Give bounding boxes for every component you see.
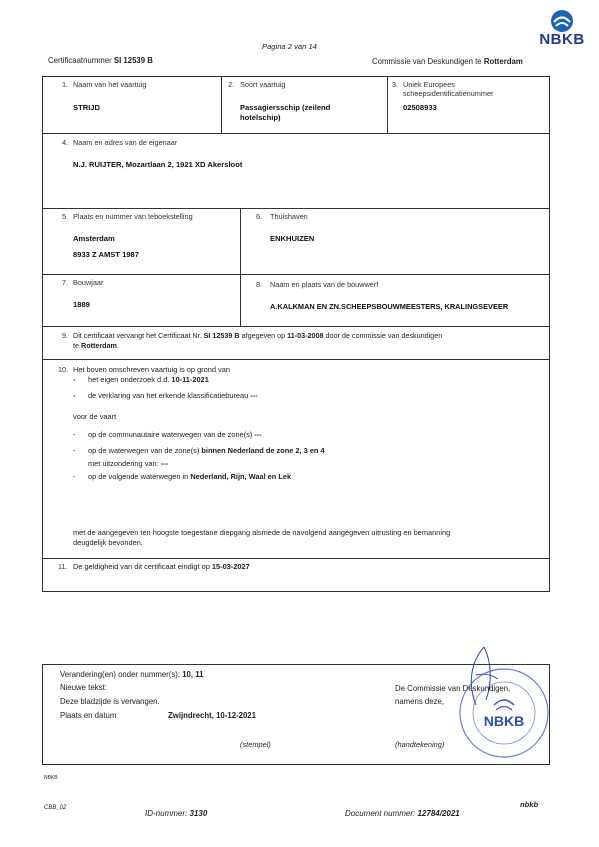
section8-label: Naam en plaats van de bouwwerf [270,280,379,289]
classification-text: de verklaring van het erkende klassificatiebureau [88,391,249,400]
vessel-type-line1: Passagiersschip (zeilend [240,103,331,112]
owner-name-address: N.J. RUIJTER, Mozartlaan 2, 1921 XD Akersloot [73,160,243,169]
section4-number: 4. [62,138,69,147]
registration-place: Amsterdam [73,234,115,243]
document-number [345,809,460,818]
section6-number: 6. [256,212,263,221]
waterway-2-text: op de waterwegen van de zone(s) [88,446,200,455]
official-stamp [456,665,552,761]
document-number-value: 12784/2021 [417,809,460,818]
footer-small-code: NBKB [44,775,58,781]
waterway-item-2 [88,446,325,455]
section10-closing-line1: met de aangegeven ten hoogste toegestane diepgang alsmede de navolgend aangegeven uitrusting en bemanning [73,528,451,537]
commission-header [372,57,523,66]
certificate-value: SI 12539 B [113,56,153,65]
nbkb-logo-text: NBKB [539,31,585,48]
page-replaced-note: Deze bladzijde is vervangen. [60,697,160,706]
certificate-number [48,56,153,65]
section9-text-b: afgegeven op [241,331,286,340]
european-vessel-number: 02508933 [403,103,437,112]
section2-number: 2. [228,80,235,89]
place-date-label: Plaats en datum [60,711,117,720]
waterway-1-text: op de communautaire waterwegen van de zone(s) [88,430,253,439]
dash-1: - [73,375,76,384]
classification-value: --- [250,391,258,400]
validity-date: 15-03-2027 [211,562,250,571]
waterway-1-value: --- [254,430,262,439]
section9-line1 [73,331,442,340]
dash-5: - [73,472,76,481]
home-port: ENKHUIZEN [270,234,315,243]
commission-city: Rotterdam [483,57,523,66]
section1-number: 1. [62,80,69,89]
waterway-2-value: binnen Nederland de zone 2, 3 en 4 [201,446,325,455]
section9-line2-b: . [116,341,119,350]
changes-numbers: 10, 11 [182,670,204,679]
validity-text: De geldigheid van dit certificaat eindigt op [73,562,210,571]
id-number [145,809,207,818]
section10-number: 10. [58,365,69,374]
vessel-name: STRIJD [73,103,101,112]
section10-intro: Het boven omschreven vaartuig is op grond van [73,365,230,374]
section3-label-line1: Uniek Europees [403,80,455,89]
waterway-2-exception [88,459,168,468]
stamp-label: (stempel) [240,740,271,749]
validity-line [73,562,250,571]
commission-label: Commissie van Deskundigen te [372,57,482,66]
build-year: 1889 [73,300,90,309]
section9-cert: SI 12539 B [203,331,240,340]
id-number-label: ID-nummer: [145,809,188,818]
section5-label: Plaats en nummer van teboekstelling [73,212,193,221]
section3-label-line2: scheepsidentificatienummer [403,89,494,98]
inspection-text: het eigen onderzoek d.d. [88,375,170,384]
waterway-item-3 [88,472,291,481]
section6-label: Thuishaven [270,212,308,221]
section3-number: 3. [392,80,399,89]
dash-2: - [73,391,76,400]
exception-text: met uitzondering van: [88,459,159,468]
section1-label: Naam van het vaartuig [73,80,147,89]
form-code: CBB_02 [44,805,67,811]
page-number: Pagina 2 van 14 [262,42,317,51]
inspection-item [88,375,209,384]
section9-number: 9. [62,331,69,340]
section7-number: 7. [62,278,69,287]
section9-line2-a: te [73,341,79,350]
waterway-3-value: Nederland, Rijn, Waal en Lek [190,472,292,481]
signature-label: (handtekening) [395,740,445,749]
waterway-item-1 [88,430,262,439]
commission-signoff-line1: De Commissie van Deskundigen, [395,684,511,693]
document-number-label: Document nummer: [345,809,416,818]
section9-date: 11-03-2008 [287,331,324,340]
section10-closing-line2: deugdelijk bevonden. [73,538,143,547]
nbkb-logo [536,8,588,54]
dash-3: - [73,430,76,439]
exception-value: --- [160,459,169,468]
changes-label: Verandering(en) onder nummer(s): [60,670,181,679]
classification-item [88,391,258,400]
footer-brand: nbkb [520,800,539,809]
id-number-value: 3130 [189,809,208,818]
section4-label: Naam en adres van de eigenaar [73,138,178,147]
section5-number: 5. [62,212,69,221]
new-text-label: Nieuwe tekst: [60,683,107,692]
inspection-date: 10-11-2021 [171,375,209,384]
section7-label: Bouwjaar [73,278,104,287]
section9-text-a: Dit certificaat vervangt het Certificaat Nr. [73,331,202,340]
section9-city: Rotterdam [81,341,117,350]
registration-number: 8933 Z AMST 1987 [73,250,139,259]
voor-de-vaart: voor de vaart [73,412,117,421]
section9-text-c: door de commissie van deskundigen [325,331,443,340]
dash-4: - [73,446,76,455]
shipyard: A.KALKMAN EN ZN.SCHEEPSBOUWMEESTERS, KRALINGSEVEER [270,302,509,311]
section2-label: Soort vaartuig [240,80,286,89]
vessel-type-line2: hotelschip) [240,113,281,122]
stamp-text: NBKB [483,713,525,729]
waterway-3-text: op de volgende waterwegen in [88,472,189,481]
changes-line [60,670,203,679]
place-date-value: Zwijndrecht, 10-12-2021 [168,711,256,720]
section11-number: 11. [58,562,68,571]
commission-signoff-line2: namens deze, [395,697,444,706]
certificate-label: Certificaatnummer [48,56,112,65]
section8-number: 8. [256,280,263,289]
section9-line2 [73,341,119,350]
